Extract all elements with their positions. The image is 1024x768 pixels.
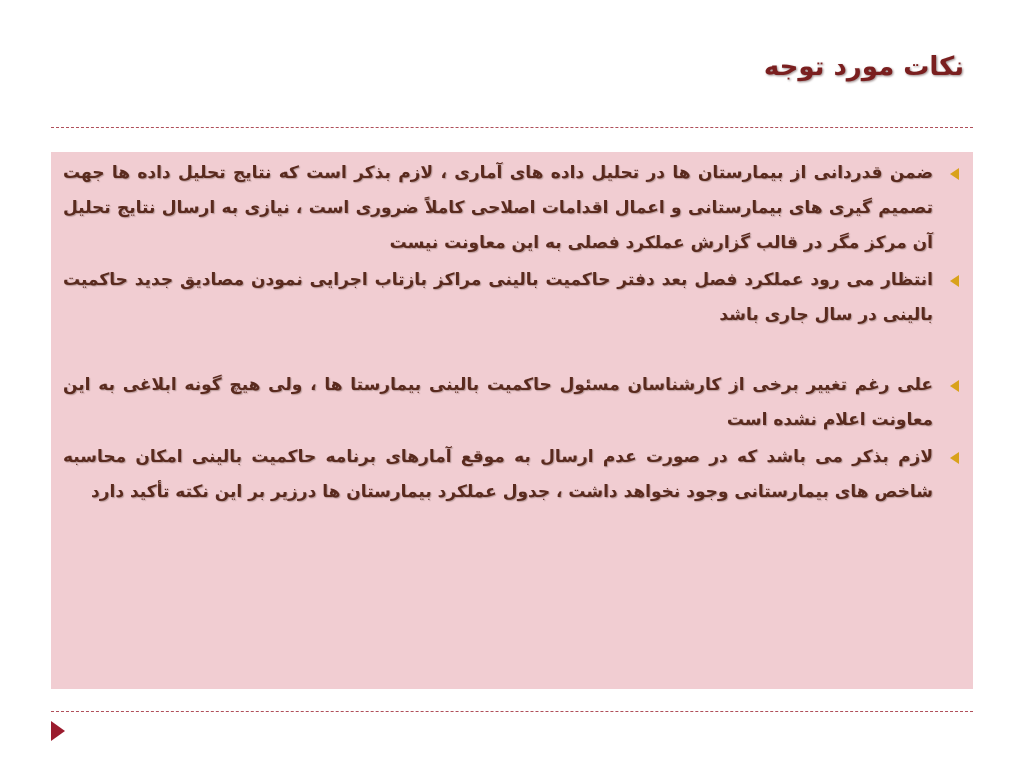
bullet-item [63, 156, 933, 261]
bullet-item [63, 368, 933, 438]
bullet-text: ضمن قدردانی از بیمارستان ها در تحلیل داده های آماری ، لازم بذکر است که نتایج تحلیل داده ها جهت تصمیم گیری های بیمارستانی و اعمال اقدامات اصلاحی کاملاً ضروری است ، نیازی به ارسال نتایج تحلیل آن مرکز مگر در قالب گزارش عملکرد فصلی به این معاونت نیست [63, 163, 933, 253]
bullet-item [63, 440, 933, 510]
bullet-list [51, 152, 973, 510]
slide-title: نکات مورد توجه [763, 52, 964, 82]
bottom-divider [51, 711, 973, 712]
bullet-text: انتظار می رود عملکرد فصل بعد دفتر حاکمیت بالینی مراکز بازتاب اجرایی نمودن مصادیق جدید حاکمیت بالینی در سال جاری باشد [63, 270, 933, 325]
bullet-item [63, 263, 933, 333]
content-panel [51, 152, 973, 689]
bullet-arrow-icon [950, 275, 959, 287]
bullet-arrow-icon [950, 168, 959, 180]
bullet-arrow-icon [950, 452, 959, 464]
top-divider [51, 127, 973, 128]
bullet-text: لازم بذکر می باشد که در صورت عدم ارسال به موقع آمارهای برنامه حاکمیت بالینی امکان محاسبه شاخص های بیمارستانی وجود نخواهد داشت ، جدول عملکرد بیمارستان ها درزیر بر این نکته تأکید دارد [63, 447, 933, 502]
play-arrow-icon[interactable] [51, 721, 65, 741]
bullet-arrow-icon [950, 380, 959, 392]
bullet-text: علی رغم تغییر برخی از کارشناسان مسئول حاکمیت بالینی بیمارستا ها ، ولی هیچ گونه ابلاغی به این معاونت اعلام نشده است [63, 375, 933, 430]
